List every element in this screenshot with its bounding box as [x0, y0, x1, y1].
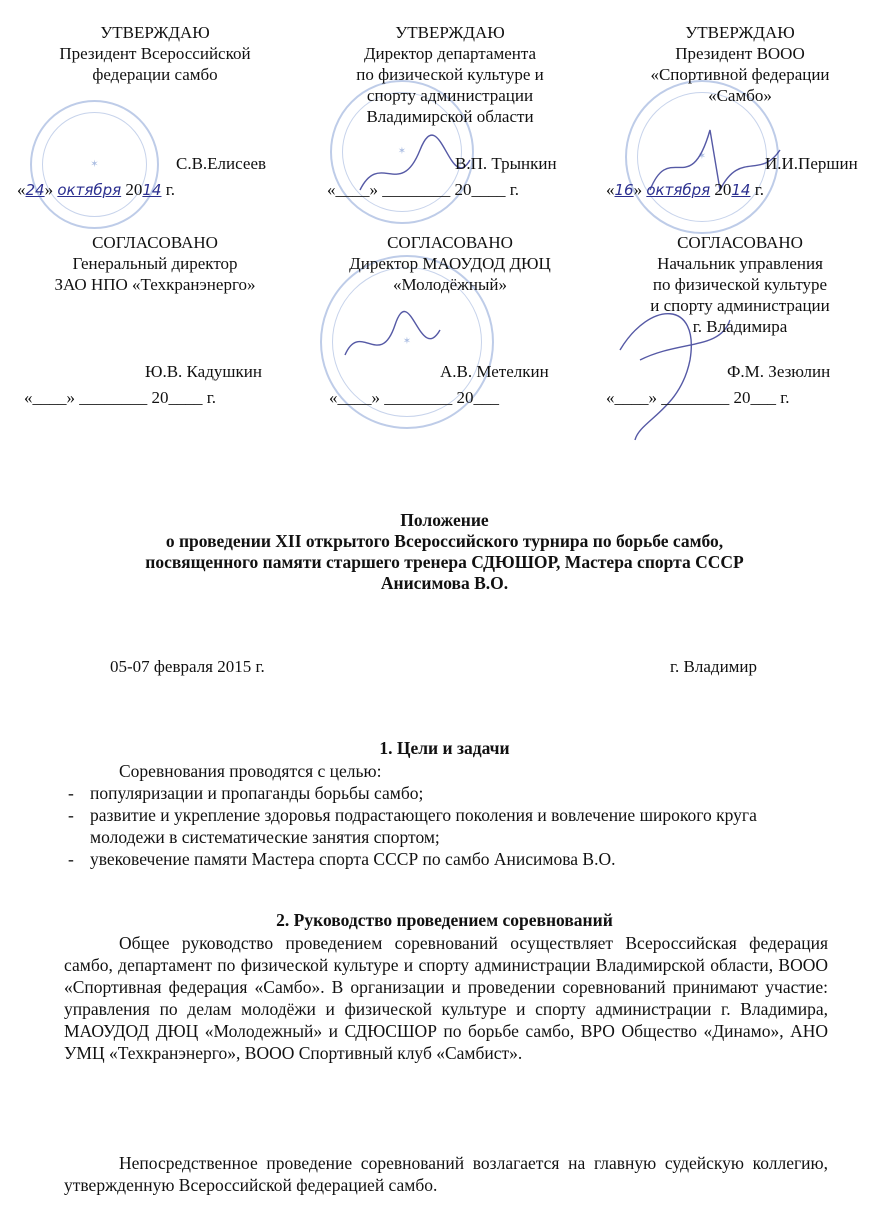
approval-signer: И.И.Першин	[765, 154, 858, 173]
date-day: 16	[614, 181, 634, 199]
list-item: - увековечение памяти Мастера спорта СССР по самбо Анисимова В.О.	[64, 848, 834, 870]
approval-line: Директор департамента	[363, 44, 537, 63]
approval-heading: УТВЕРЖДАЮ	[685, 23, 795, 42]
date-year-prefix: 20	[714, 180, 732, 199]
agreement-signer: Ю.В. Кадушкин	[145, 362, 262, 381]
agreement-heading: СОГЛАСОВАНО	[92, 233, 218, 252]
agreement-line: и спорту администрации	[650, 296, 830, 315]
signature-metelkin	[345, 312, 440, 355]
title-line: Положение	[400, 510, 489, 530]
date-year-prefix: 20	[125, 180, 143, 199]
agreement-date: «____» ________ 20___	[329, 388, 499, 407]
approval-line: Президент ВООО	[675, 44, 805, 63]
approval-block-3	[610, 22, 870, 106]
approval-date	[606, 180, 764, 200]
date-quote-close: »	[633, 180, 643, 199]
agreement-line: г. Владимира	[692, 317, 788, 336]
approval-line: спорту администрации	[366, 86, 534, 105]
agreement-signer: Ф.М. Зезюлин	[727, 362, 831, 381]
date-quote-open: «	[17, 180, 26, 199]
approval-line: «Спортивной федерации	[650, 65, 830, 84]
date-quote-close: »	[44, 180, 54, 199]
date-year: 14	[142, 181, 162, 199]
approval-date: «____» ________ 20____ г.	[327, 180, 520, 199]
date-month: октября	[646, 181, 711, 199]
approval-line: федерации самбо	[92, 65, 218, 84]
paragraph: Непосредственное проведение соревнований возлагается на главную судейскую коллегию, утвержденную Всероссийской федерацией самбо.	[64, 1153, 828, 1195]
title-line: посвященного памяти старшего тренера СДЮШОР, Мастера спорта СССР	[145, 552, 744, 572]
approval-signer: В.П. Трынкин	[455, 154, 557, 173]
approval-line: Президент Всероссийской	[59, 44, 251, 63]
title-line: Анисимова В.О.	[380, 573, 509, 593]
agreement-block-1	[20, 232, 290, 295]
agreement-line: ЗАО НПО «Техкранэнерго»	[54, 275, 256, 294]
document-title	[40, 510, 849, 594]
agreement-block-2	[310, 232, 590, 295]
agreement-signer: А.В. Метелкин	[440, 362, 549, 381]
goals-list	[64, 782, 834, 870]
date-suffix: г.	[165, 180, 176, 199]
date-month: октября	[57, 181, 122, 199]
approval-date	[17, 180, 175, 200]
stamp-center-mark: ✶	[397, 146, 407, 157]
agreement-line: «Молодёжный»	[392, 275, 508, 294]
agreement-line: Начальник управления	[657, 254, 823, 273]
approval-block-2	[310, 22, 590, 127]
agreement-line: по физической культуре	[652, 275, 828, 294]
approval-heading: УТВЕРЖДАЮ	[395, 23, 505, 42]
agreement-date: «____» ________ 20___ г.	[606, 388, 790, 407]
section-heading-management: 2. Руководство проведением соревнований	[276, 910, 613, 930]
stamp-left-mark: ✶	[90, 158, 99, 170]
agreement-heading: СОГЛАСОВАНО	[387, 233, 513, 252]
agreement-line: Генеральный директор	[72, 254, 238, 273]
title-line: о проведении XII открытого Всероссийского турнира по борьбе самбо,	[165, 531, 724, 551]
event-city: г. Владимир	[670, 657, 758, 676]
approval-line: Владимирской области	[366, 107, 534, 126]
date-day: 24	[25, 181, 45, 199]
stamp-right-mark: ✶	[697, 151, 707, 162]
agreement-block-3	[610, 232, 870, 337]
agreement-line: Директор МАОУДОД ДЮЦ	[349, 254, 551, 273]
approval-signer: С.В.Елисеев	[176, 154, 267, 173]
approval-heading: УТВЕРЖДАЮ	[100, 23, 210, 42]
event-dates: 05-07 февраля 2015 г.	[110, 657, 265, 676]
paragraph: Общее руководство проведением соревнований осуществляет Всероссийская федерация самбо, департамент по физической культуре и спорту администрации Владимирской области, ВООО «Спортивная федерация «Самбо». В организации и проведении соревнований принимают участие: управления по делам молодёжи и физической культуре и спорту администрации г. Владимира, МАОУДОД ДЮЦ «Молодежный» и СДЮСШОР по борьбе самбо, ВРО Общество «Динамо», АНО УМЦ «Техкранэнерго», ВООО Спортивный клуб «Самбист».	[64, 933, 828, 1063]
approval-block-1	[20, 22, 290, 85]
agreement-heading: СОГЛАСОВАНО	[677, 233, 803, 252]
date-quote-open: «	[606, 180, 615, 199]
list-item: - развитие и укрепление здоровья подрастающего поколения и вовлечение широкого круга молодежи в систематические занятия спортом;	[64, 804, 834, 848]
section-intro: Соревнования проводятся с целью:	[119, 761, 382, 781]
stamp-molodezhny-mark: ✶	[402, 336, 412, 347]
list-item: - популяризации и пропаганды борьбы самбо;	[64, 782, 834, 804]
approval-line: по физической культуре и	[356, 65, 544, 84]
date-suffix: г.	[754, 180, 765, 199]
approval-line: «Самбо»	[708, 86, 772, 105]
agreement-date: «____» ________ 20____ г.	[24, 388, 217, 407]
section-heading-goals: 1. Цели и задачи	[379, 738, 510, 758]
date-year: 14	[731, 181, 751, 199]
